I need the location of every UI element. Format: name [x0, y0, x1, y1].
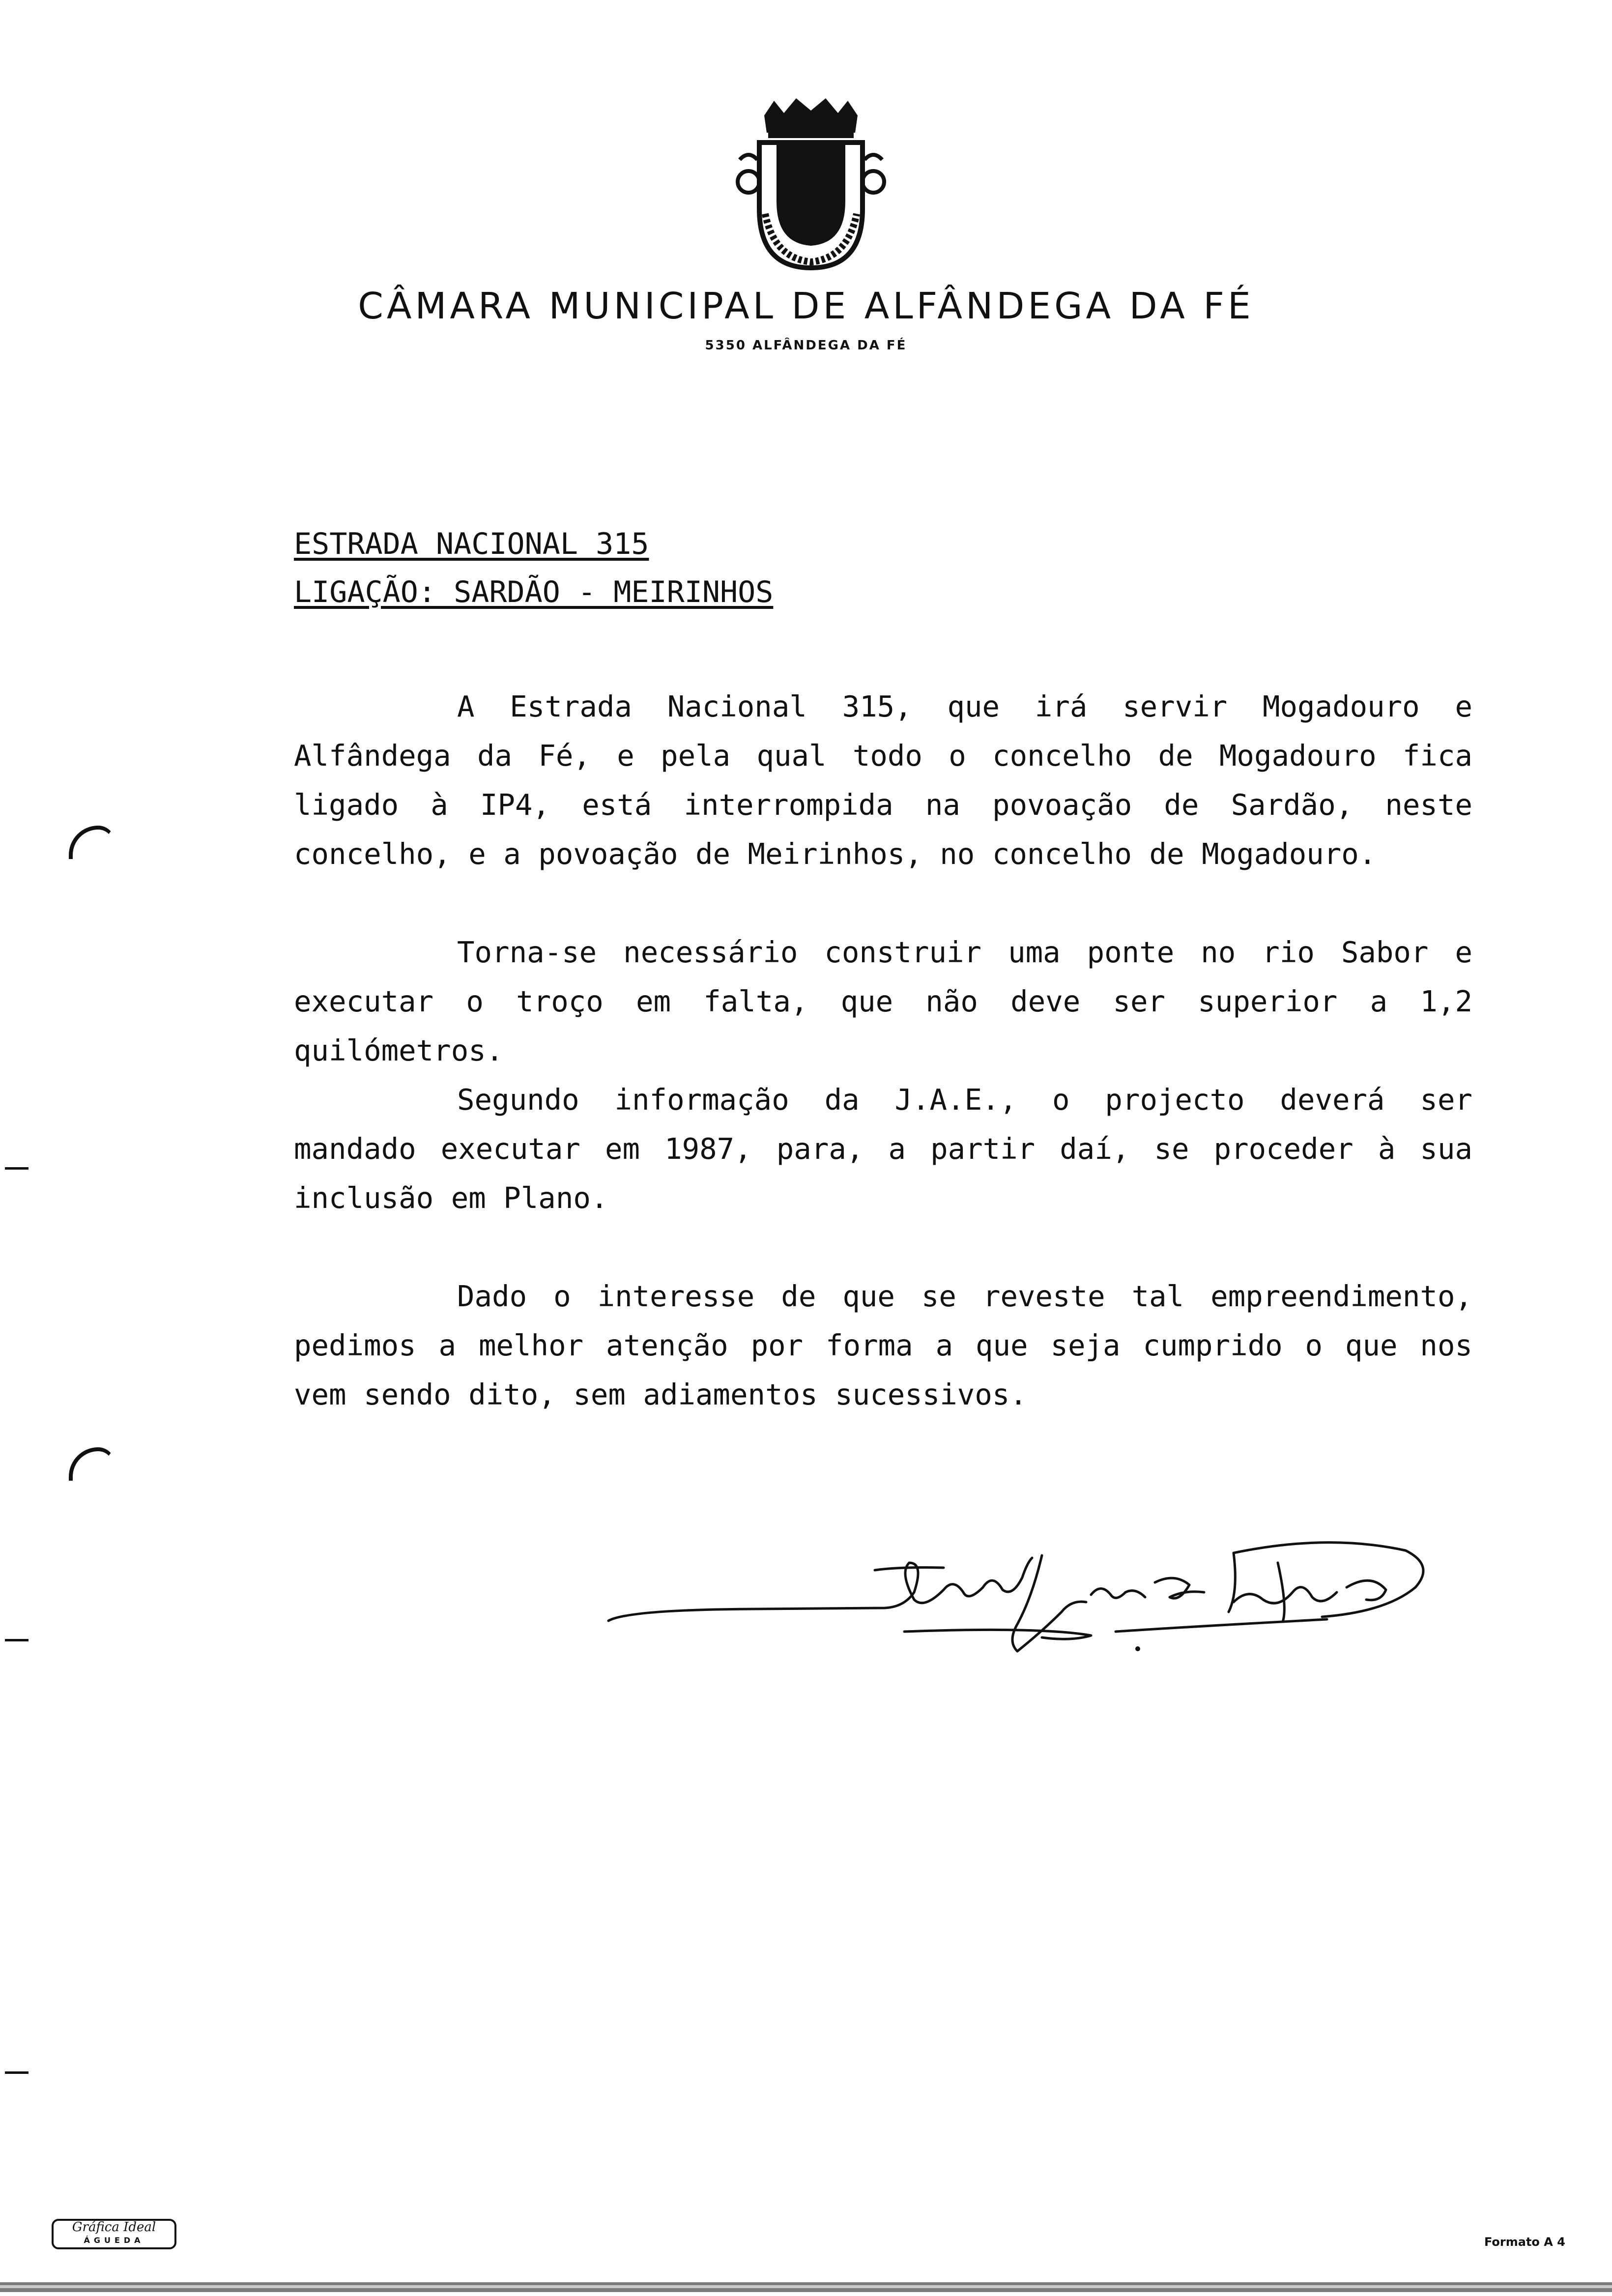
printer-name: Gráfica Ideal — [72, 2220, 156, 2235]
subject-line-1: ESTRADA NACIONAL 315 — [294, 527, 649, 561]
handwritten-signature — [600, 1504, 1435, 1666]
paper-format-label: Formato A 4 — [1484, 2235, 1565, 2249]
letterhead-title: CÂMARA MUNICIPAL DE ALFÂNDEGA DA FÉ — [358, 285, 1254, 327]
printer-city: ÁGUEDA — [84, 2236, 144, 2245]
body-paragraph: Torna-se necessário construir uma ponte no rio Sabor e executar o troço em falta, que não deve ser superior a 1,2 quilómetros. — [294, 935, 1472, 1067]
municipal-crest-icon — [730, 96, 892, 278]
body-paragraph: Dado o interesse de que se reveste tal empreendimento, pedimos a melhor atenção por forma a que seja cumprido o que nos vem sendo dito, sem adiamentos sucessivos. — [294, 1279, 1472, 1411]
letterhead-address: 5350 ALFÂNDEGA DA FÉ — [705, 338, 907, 353]
printer-logo — [52, 2219, 174, 2249]
hole-punch-mark — [69, 826, 115, 859]
body-paragraph: A Estrada Nacional 315, que irá servir Mogadouro e Alfândega da Fé, e pela qual todo o concelho de Mogadouro fica ligado à IP4, está interrompida na povoação de Sardão, neste concelho, e a povoação de Meirinhos, no concelho de Mogadouro. — [294, 689, 1472, 871]
margin-mark — [5, 2071, 29, 2074]
scan-edge-noise — [0, 2278, 1612, 2296]
margin-mark — [5, 1167, 29, 1170]
subject-line-2: LIGAÇÃO: SARDÃO - MEIRINHOS — [294, 575, 774, 609]
hole-punch-mark — [69, 1447, 115, 1481]
body-paragraph: Segundo informação da J.A.E., o projecto deverá ser mandado executar em 1987, para, a partir daí, se proceder à sua inclusão em Plano. — [294, 1083, 1472, 1215]
margin-mark — [5, 1639, 29, 1641]
